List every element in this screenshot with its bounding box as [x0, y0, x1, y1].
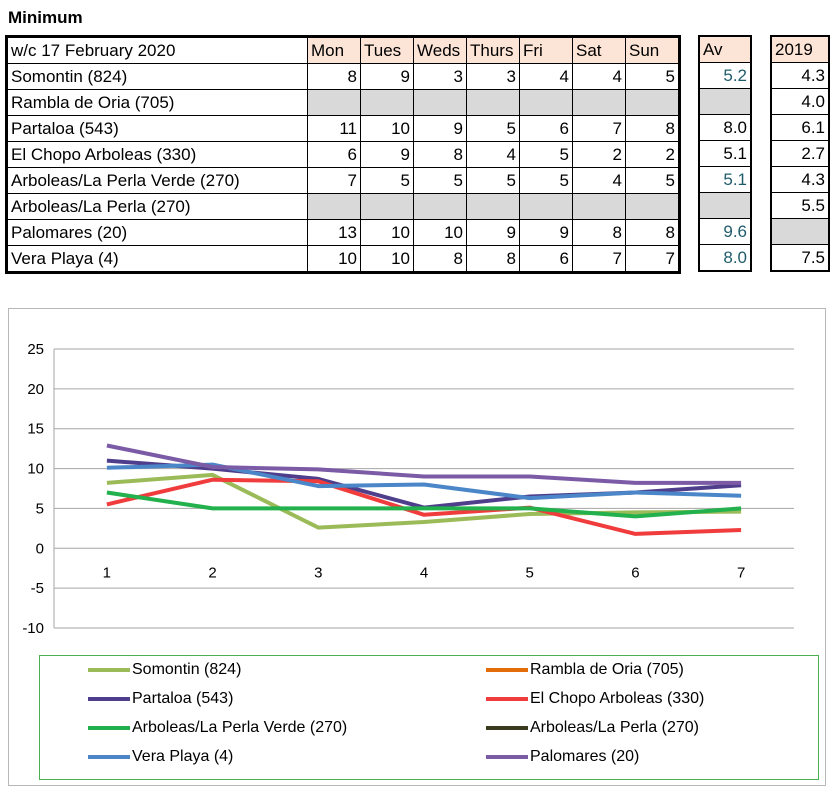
- day-value: 8: [414, 142, 467, 168]
- average-value: [699, 193, 751, 219]
- legend-item: [88, 661, 241, 679]
- table-row: [7, 116, 680, 142]
- day-value: 10: [361, 116, 414, 142]
- day-value: [573, 194, 626, 220]
- legend-label: Partaloa (543): [132, 690, 234, 707]
- day-value: 10: [361, 246, 414, 273]
- table-row: [7, 246, 680, 273]
- legend-label: Somontin (824): [132, 661, 242, 678]
- station-name: Partaloa (543): [7, 116, 308, 142]
- y-tick-label: -5: [30, 580, 44, 598]
- day-header: Tues: [361, 37, 414, 64]
- legend-swatch: [88, 755, 130, 759]
- average-value: 8.0: [699, 115, 751, 141]
- legend-item: [88, 690, 233, 708]
- year-header: 2019: [771, 36, 829, 63]
- day-value: [308, 194, 361, 220]
- table-row: [7, 220, 680, 246]
- average-column: [698, 35, 752, 272]
- day-value: [361, 194, 414, 220]
- day-value: 9: [361, 142, 414, 168]
- year-2019-column: [770, 35, 830, 272]
- legend-item: [486, 719, 699, 737]
- chart-legend: [39, 655, 819, 780]
- day-value: 5: [520, 168, 573, 194]
- day-value: 7: [308, 168, 361, 194]
- day-header: Mon: [308, 37, 361, 64]
- y-tick-label: 20: [27, 380, 44, 398]
- legend-label: El Chopo Arboleas (330): [530, 690, 705, 707]
- year-2019-value: 4.0: [771, 89, 829, 115]
- day-value: 2: [573, 142, 626, 168]
- legend-item: [486, 690, 704, 708]
- station-name: Arboleas/La Perla (270): [7, 194, 308, 220]
- day-value: [361, 90, 414, 116]
- day-value: 9: [520, 220, 573, 246]
- day-value: 9: [361, 64, 414, 90]
- legend-swatch: [486, 668, 528, 672]
- day-value: [467, 194, 520, 220]
- av-header: Av: [699, 36, 751, 63]
- day-value: 4: [467, 142, 520, 168]
- x-tick-label: 3: [314, 564, 323, 582]
- station-name: Vera Playa (4): [7, 246, 308, 273]
- day-value: [467, 90, 520, 116]
- day-value: 5: [467, 116, 520, 142]
- legend-label: Arboleas/La Perla (270): [530, 719, 699, 736]
- day-value: 13: [308, 220, 361, 246]
- legend-label: Palomares (20): [530, 748, 640, 765]
- day-header: Sun: [626, 37, 680, 64]
- day-value: 5: [626, 64, 680, 90]
- table-row: [7, 90, 680, 116]
- y-tick-label: 15: [27, 420, 44, 438]
- year-2019-value: 7.5: [771, 245, 829, 272]
- day-value: 8: [308, 64, 361, 90]
- day-value: 8: [626, 116, 680, 142]
- x-tick-label: 1: [102, 564, 112, 582]
- y-tick-label: -10: [22, 620, 44, 637]
- day-value: 5: [520, 142, 573, 168]
- station-name: Rambla de Oria (705): [7, 90, 308, 116]
- legend-swatch: [88, 697, 130, 701]
- day-header: Fri: [520, 37, 573, 64]
- table-header-row: [7, 37, 680, 64]
- day-header: Sat: [573, 37, 626, 64]
- legend-label: Arboleas/La Perla Verde (270): [132, 719, 348, 736]
- station-name: Somontin (824): [7, 64, 308, 90]
- line-chart: [8, 308, 826, 786]
- year-2019-value: 4.3: [771, 167, 829, 193]
- year-2019-value: 6.1: [771, 115, 829, 141]
- legend-swatch: [486, 755, 528, 759]
- average-value: 5.2: [699, 63, 751, 89]
- year-2019-value: 2.7: [771, 141, 829, 167]
- page-title: Minimum: [8, 8, 83, 27]
- table-row: [7, 142, 680, 168]
- legend-item: [88, 719, 347, 737]
- day-value: 3: [414, 64, 467, 90]
- day-value: 10: [308, 246, 361, 273]
- y-tick-label: 10: [27, 460, 44, 478]
- day-value: 3: [467, 64, 520, 90]
- day-value: 8: [467, 246, 520, 273]
- legend-item: [486, 661, 684, 679]
- average-value: 5.1: [699, 167, 751, 193]
- year-2019-value: [771, 219, 829, 245]
- day-value: [520, 90, 573, 116]
- day-value: 9: [467, 220, 520, 246]
- day-value: 7: [573, 116, 626, 142]
- average-value: 8.0: [699, 245, 751, 272]
- y-tick-label: 0: [35, 540, 44, 558]
- day-value: 10: [414, 220, 467, 246]
- day-value: [414, 90, 467, 116]
- average-value: 5.1: [699, 141, 751, 167]
- average-value: [699, 89, 751, 115]
- temperature-table: [5, 35, 681, 274]
- day-header: Weds: [414, 37, 467, 64]
- day-value: 4: [573, 168, 626, 194]
- day-value: 9: [414, 116, 467, 142]
- table-row: [7, 64, 680, 90]
- day-value: 8: [626, 220, 680, 246]
- table-row: [7, 194, 680, 220]
- legend-swatch: [88, 726, 130, 730]
- day-value: 8: [573, 220, 626, 246]
- legend-item: [486, 748, 639, 766]
- day-value: 4: [520, 64, 573, 90]
- day-value: 11: [308, 116, 361, 142]
- day-value: 6: [308, 142, 361, 168]
- day-value: 2: [626, 142, 680, 168]
- year-2019-value: 4.3: [771, 63, 829, 89]
- day-value: 5: [361, 168, 414, 194]
- day-value: 7: [573, 246, 626, 273]
- day-value: [414, 194, 467, 220]
- day-value: 10: [361, 220, 414, 246]
- station-name: Arboleas/La Perla Verde (270): [7, 168, 308, 194]
- year-2019-value: 5.5: [771, 193, 829, 219]
- legend-label: Vera Playa (4): [132, 748, 234, 765]
- week-label: w/c 17 February 2020: [7, 37, 308, 64]
- day-value: 6: [520, 246, 573, 273]
- legend-swatch: [486, 726, 528, 730]
- day-value: 8: [414, 246, 467, 273]
- table-row: [7, 168, 680, 194]
- legend-label: Rambla de Oria (705): [530, 661, 684, 678]
- day-value: 5: [626, 168, 680, 194]
- day-value: 6: [520, 116, 573, 142]
- x-tick-label: 4: [419, 564, 429, 582]
- x-tick-label: 6: [631, 564, 640, 582]
- day-value: [520, 194, 573, 220]
- y-tick-label: 5: [35, 500, 44, 518]
- y-tick-label: 25: [27, 341, 44, 358]
- day-value: 7: [626, 246, 680, 273]
- x-tick-label: 7: [736, 564, 746, 582]
- legend-swatch: [88, 668, 130, 672]
- day-value: [626, 90, 680, 116]
- day-value: [573, 90, 626, 116]
- average-value: 9.6: [699, 219, 751, 245]
- x-tick-label: 2: [208, 564, 217, 582]
- legend-swatch: [486, 697, 528, 701]
- day-header: Thurs: [467, 37, 520, 64]
- station-name: El Chopo Arboleas (330): [7, 142, 308, 168]
- day-value: [308, 90, 361, 116]
- day-value: 5: [467, 168, 520, 194]
- station-name: Palomares (20): [7, 220, 308, 246]
- legend-item: [88, 748, 233, 766]
- day-value: 5: [414, 168, 467, 194]
- day-value: [626, 194, 680, 220]
- day-value: 4: [573, 64, 626, 90]
- x-tick-label: 5: [525, 564, 534, 582]
